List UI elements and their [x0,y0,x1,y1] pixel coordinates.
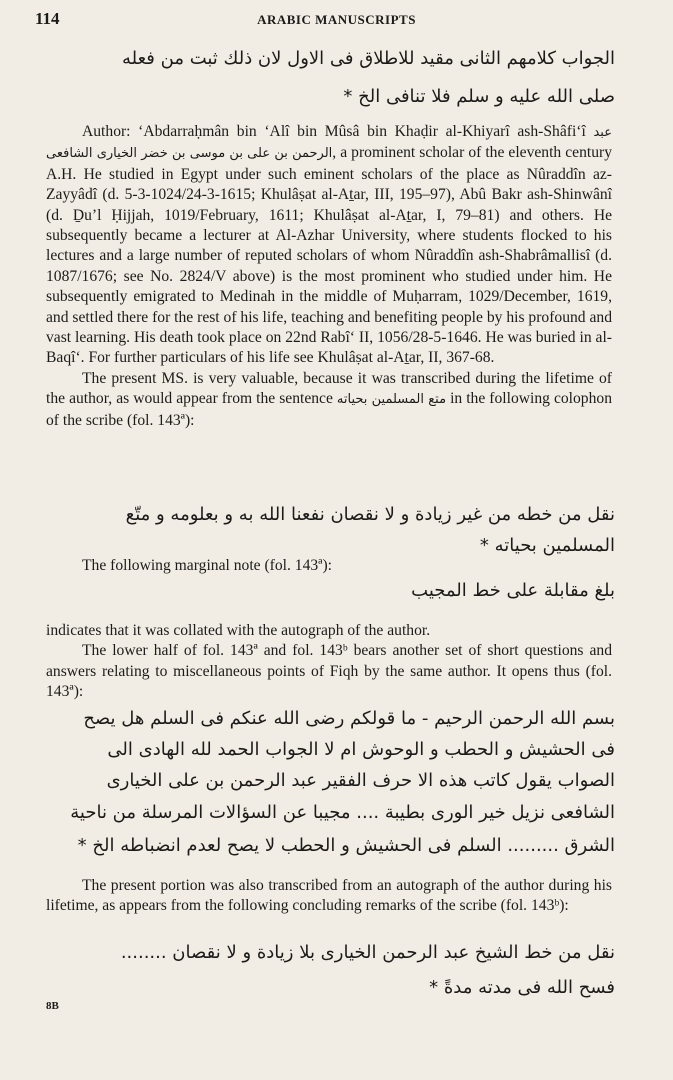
present-arabic: متع المسلمين بحياته [336,392,447,408]
collated-paragraph [46,621,612,703]
arabic-colophon-line-2: المسلمين بحياته * [479,535,615,556]
arabic-top-line-1: الجواب كلامهم الثانى مقيد للاطلاق فى الاول لان ذلك ثبت من فعله [122,48,615,69]
arabic-opening-line-4: الشافعى نزيل خير الورى بطيبة .... مجيبا عن السؤالات المرسلة من ناحية [70,802,615,823]
marginal-note-label: The following marginal note (fol. 143ª): [82,557,332,574]
portion-text: The present portion was also transcribed from an autograph of the author during his lifetime, as appears from the following concluding remarks of the scribe (fol. 143ᵇ): [46,877,612,915]
portion-paragraph [46,876,612,917]
arabic-opening-line-2: فى الحشيش و الحطب و الوحوش ام لا الجواب الحمد لله الهادى الى [107,739,615,760]
collated-text-2: The lower half of fol. 143ª and fol. 143ᵇ bears another set of short questions and answers relating to miscellaneous points of Fiqh by the same author. It opens thus (fol. 143ª): [46,642,612,701]
arabic-colophon-line-1: نقل من خطه من غير زيادة و لا نقصان نفعنا الله به و بعلومه و متّع [125,504,615,525]
arabic-opening-line-5: الشرق ......... السلم فى الحشيش و الحطب لا يصح لعدم انضباطه الخ * [77,835,615,856]
author-paragraph [46,122,612,431]
collated-text-1: indicates that it was collated with the autograph of the author. [46,622,431,639]
page-number: 114 [35,9,60,28]
arabic-opening-line-3: الصواب يقول كاتب هذه الا حرف الفقير عبد الرحمن بن على الخيارى [106,770,615,791]
arabic-closing-line-2: فسح الله فى مدته مدةً * [429,977,615,998]
arabic-opening-line-1: بسم الله الرحمن الرحيم - ما قولكم رضى الله عنكم فى السلم هل يصح [83,708,615,729]
running-title: ARABIC MANUSCRIPTS [257,12,416,27]
present-text-2: in the following colophon of the scribe (fol. 143ª): [46,390,612,429]
arabic-marginal-note: بلغ مقابلة على خط المجيب [411,580,615,601]
signature-mark: 8B [46,1000,59,1012]
author-text-2: , a prominent scholar of the eleventh century A.H. He studied in Egypt under such eminent scholars of the place as Nûraddîn az-Zayyâdî (d. 5-3-1024/24-3-1615; Khulâṣat al-Aṯar, III, 195–97), Abû Bakr ash-Shinwânî (d. Ḏu’l Ḥijjah, 1019/February, 1611; Khulâṣat al-Aṯar, I, 79–81) and others. He subsequently became a lecturer at Al-Azhar University, where students flocked to his lectures and a large number of reputed scholars of whom Nûraddîn ash-Shabrâmallisî (d. 1087/1676; see No. 2824/V above) is the most prominent who studied under him. He subsequently emigrated to Medinah in the middle of Muḥarram, 1029/December, 1619, and settled there for the rest of his life, teaching and benefiting people by his profound and vast learning. His death took place on 22nd Rabî‘ II, 1056/28-5-1646. He was buried in al-Baqî‘. For further particulars of his life see Khulâṣat al-Aṯar, II, 367-68. [46,144,612,367]
author-text-1: Author: ‘Abdarraḥmân bin ‘Alî bin Mûsâ bin Khaḍir al-Khiyarî ash-Shâfi‘î [82,123,594,140]
author-arabic-name: عبد الرحمن بن على بن موسى بن خضر الخيارى الشافعى [46,125,612,162]
arabic-top-line-2: صلى الله عليه و سلم فلا تنافى الخ * [343,86,615,107]
arabic-closing-line-1: نقل من خط الشيخ عبد الرحمن الخيارى بلا زيادة و لا نقصان ........ [120,942,615,963]
present-text-1: The present MS. is very valuable, because it was transcribed during the lifetime of the author, as would appear from the sentence [46,369,612,408]
